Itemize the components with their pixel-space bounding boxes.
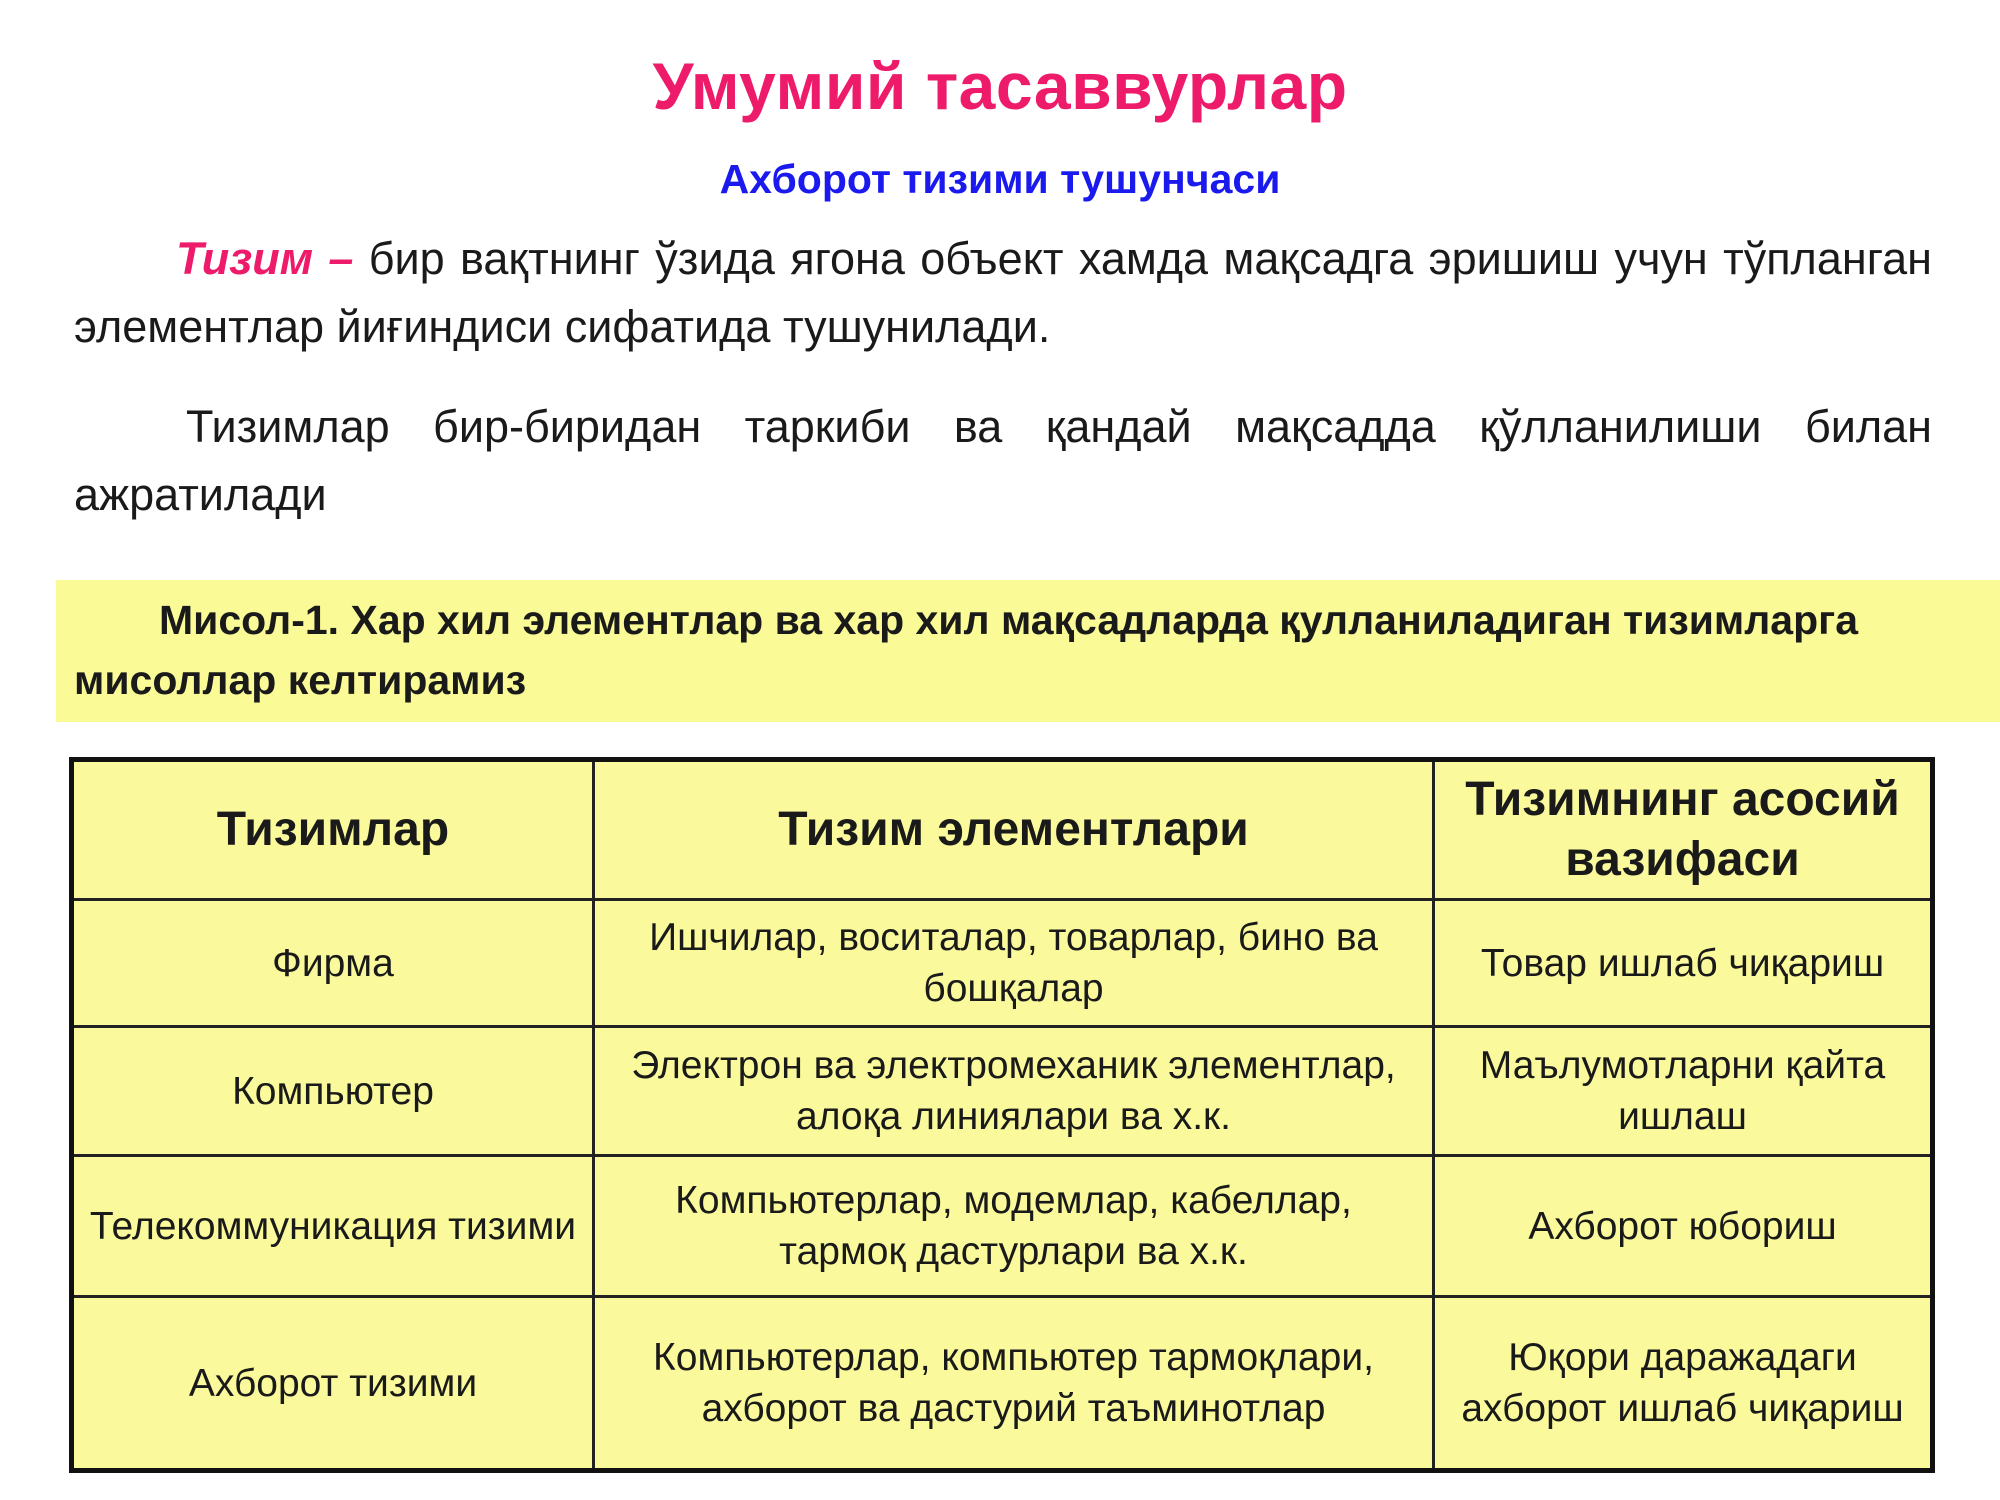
table-cell-system: Фирма [72, 900, 594, 1027]
definition-text: бир вақтнинг ўзида ягона объект хамда мақсадга эришиш учун тўпланган элементлар йиғиндиси сифатида тушунилади. [74, 233, 1933, 352]
definition-term: Тизим – [176, 233, 354, 284]
table-header-row [72, 760, 1933, 900]
example-paragraph [74, 590, 1974, 710]
example-highlight-box [56, 580, 2000, 722]
example-text: Мисол-1. Хар хил элементлар ва хар хил мақсадларда қулланиладиган тизимларга мисоллар келтирамиз [74, 597, 1858, 703]
systems-table [69, 757, 1935, 1473]
table-header-cell: Тизимлар [72, 760, 594, 900]
table-cell-function: Маълумотларни қайта ишлаш [1434, 1027, 1933, 1156]
definition-paragraph [74, 225, 1932, 361]
table-cell-elements: Компьютерлар, компьютер тармоқлари, ахборот ва дастурий таъминотлар [594, 1297, 1434, 1471]
table-cell-system: Телекоммуникация тизими [72, 1156, 594, 1297]
second-paragraph [74, 393, 1932, 529]
table-cell-function: Юқори даражадаги ахборот ишлаб чиқариш [1434, 1297, 1933, 1471]
table-cell-system: Компьютер [72, 1027, 594, 1156]
table-header-cell: Тизимнинг асосий вазифаси [1434, 760, 1933, 900]
table-cell-elements: Ишчилар, воситалар, товарлар, бино ва бошқалар [594, 900, 1434, 1027]
table-cell-function: Ахборот юбориш [1434, 1156, 1933, 1297]
page-subtitle: Ахборот тизими тушунчаси [719, 156, 1281, 202]
table-row [72, 1027, 1933, 1156]
table-cell-elements: Электрон ва электромеханик элементлар, алоқа линиялари ва х.к. [594, 1027, 1434, 1156]
second-paragraph-text: Тизимлар бир-биридан таркиби ва қандай мақсадда қўлланилиши билан ажратилади [74, 401, 1932, 520]
table-row [72, 1297, 1933, 1471]
page-title: Умумий тасаввурлар [652, 49, 1348, 123]
table-header-cell: Тизим элементлари [594, 760, 1434, 900]
table-cell-elements: Компьютерлар, модемлар, кабеллар, тармоқ дастурлари ва х.к. [594, 1156, 1434, 1297]
table-row [72, 1156, 1933, 1297]
table-row [72, 900, 1933, 1027]
table-cell-system: Ахборот тизими [72, 1297, 594, 1471]
table-cell-function: Товар ишлаб чиқариш [1434, 900, 1933, 1027]
